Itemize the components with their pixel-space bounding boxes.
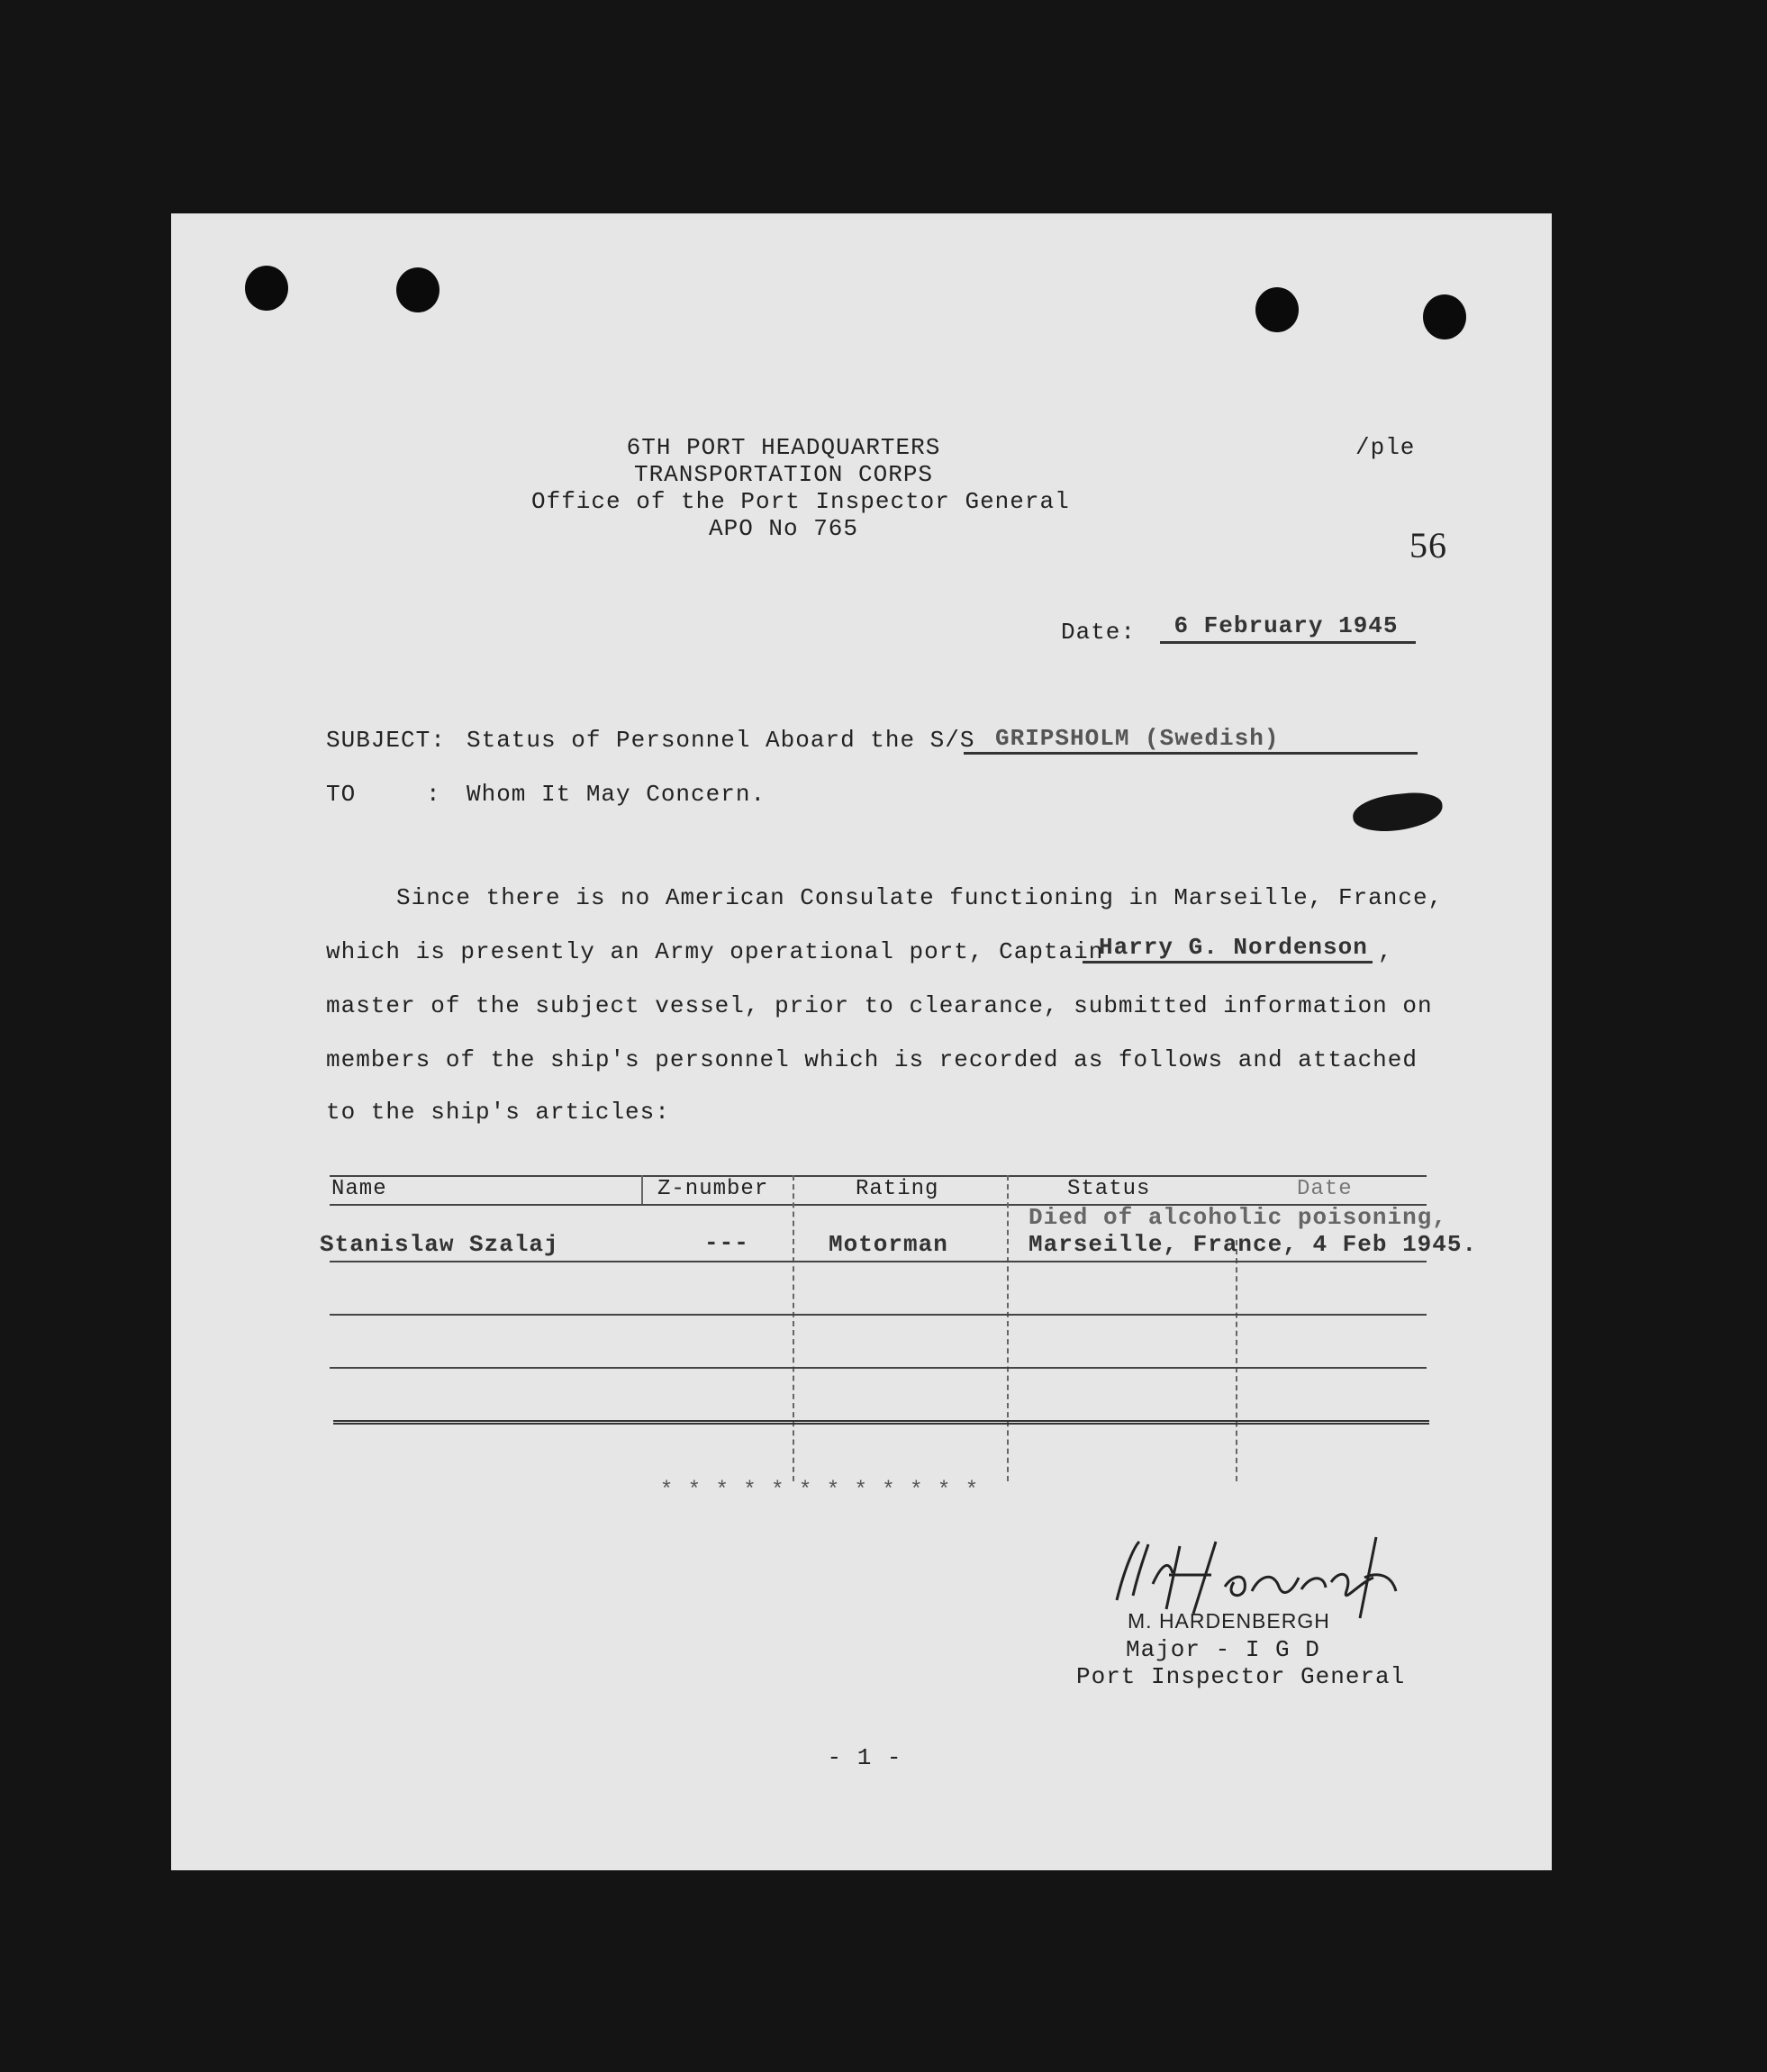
page-stamp-number: 56	[1409, 525, 1447, 566]
signer-rank: Major - I G D	[1126, 1636, 1320, 1663]
letterhead-line-3: Office of the Port Inspector General	[531, 488, 1070, 515]
table-row-1-z-number: ---	[704, 1229, 749, 1256]
table-row-1-rating: Motorman	[829, 1231, 948, 1258]
captain-name: Harry G. Nordenson	[1099, 934, 1368, 961]
table-divider-2	[793, 1175, 794, 1481]
body-line-3: master of the subject vessel, prior to clearance, submitted information on	[326, 992, 1433, 1019]
table-header-rating: Rating	[856, 1177, 939, 1201]
body-line-1: Since there is no American Consulate functioning in Marseille, France,	[396, 884, 1444, 911]
page-number: - 1 -	[827, 1744, 902, 1771]
table-row-1-name: Stanislaw Szalaj	[320, 1231, 559, 1258]
punch-hole-3	[1255, 287, 1299, 332]
captain-underline	[1083, 961, 1373, 964]
signer-name: M. HARDENBERGH	[1128, 1609, 1330, 1633]
table-row-1-status-line-1: Died of alcoholic poisoning,	[1028, 1204, 1447, 1231]
table-bottom-rule	[333, 1420, 1429, 1425]
table-header-status: Status	[1067, 1177, 1151, 1201]
table-header-name: Name	[331, 1177, 387, 1201]
table-row-rule-2	[330, 1314, 1427, 1316]
body-line-5: to the ship's articles:	[326, 1099, 670, 1126]
date-value: 6 February 1945	[1173, 612, 1399, 639]
reference-initials: /ple	[1355, 434, 1416, 461]
table-row-rule-3	[330, 1367, 1427, 1369]
to-label: TO	[326, 781, 357, 808]
punch-hole-2	[396, 267, 439, 312]
punch-hole-4	[1423, 294, 1466, 339]
table-header-z-number: Z-number	[657, 1177, 769, 1201]
date-underline	[1160, 641, 1416, 644]
date-label: Date:	[1061, 619, 1137, 646]
letterhead-line-2: TRANSPORTATION CORPS	[633, 461, 934, 488]
subject-label: SUBJECT:	[326, 727, 446, 754]
subject-text: Status of Personnel Aboard the S/S	[467, 727, 975, 754]
subject-vessel: GRIPSHOLM (Swedish)	[995, 725, 1280, 752]
table-divider-4	[1236, 1240, 1237, 1481]
subject-underline	[964, 752, 1418, 755]
table-divider-3	[1007, 1175, 1009, 1481]
to-text: Whom It May Concern.	[467, 781, 766, 808]
table-header-date: Date	[1297, 1177, 1353, 1201]
to-colon: :	[426, 781, 441, 808]
body-line-2-suffix: ,	[1378, 938, 1393, 965]
table-row-1-status-line-2: Marseille, France, 4 Feb 1945.	[1028, 1231, 1478, 1258]
signer-title: Port Inspector General	[1076, 1663, 1406, 1690]
punch-hole-1	[245, 266, 288, 311]
letterhead-line-4: APO No 765	[708, 515, 859, 542]
document-page	[171, 213, 1552, 1870]
separator-asterisks: * * * * * * * * * * * *	[659, 1479, 980, 1503]
table-divider-1	[641, 1175, 643, 1204]
table-row-rule-1	[330, 1261, 1427, 1262]
letterhead-line-1: 6TH PORT HEADQUARTERS	[626, 434, 941, 461]
ink-blot	[1351, 790, 1445, 835]
body-line-4: members of the ship's personnel which is recorded as follows and attached	[326, 1046, 1418, 1073]
body-line-2-prefix: which is presently an Army operational port, Captain	[326, 938, 1104, 965]
